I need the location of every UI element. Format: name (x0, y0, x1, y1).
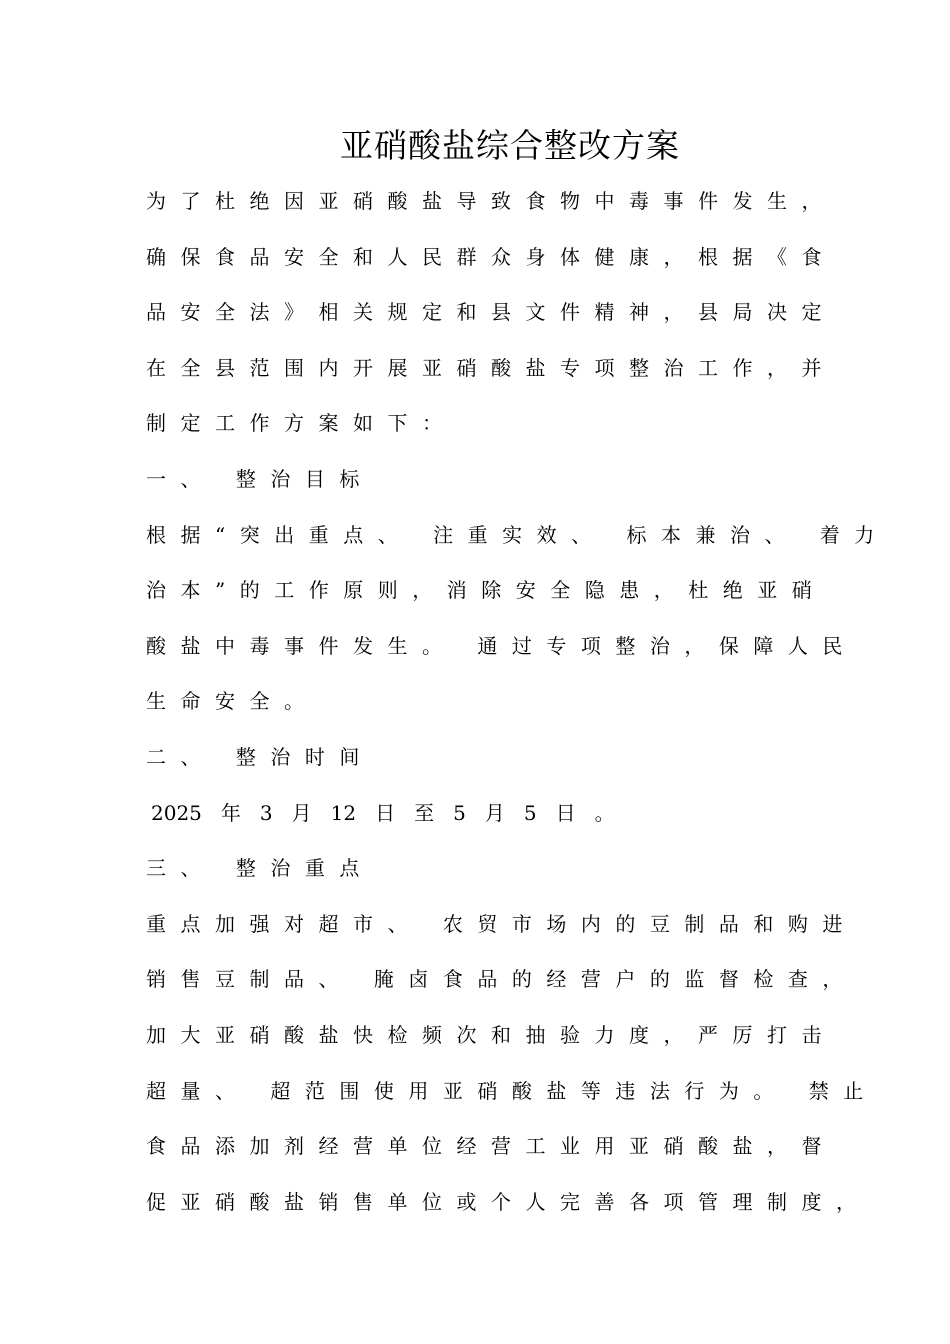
date-range-line (146, 791, 846, 847)
body-line: 制定工作方案如下： (146, 411, 457, 436)
section-heading-goal: 一、 整治目标 (146, 466, 374, 491)
date-token: 日 (375, 800, 396, 825)
body-line: 确保食品安全和人民群众身体健康，根据《食 (146, 244, 836, 269)
section-heading-time: 二、 整治时间 (146, 744, 374, 769)
body-line: 生命安全。 (146, 689, 319, 714)
date-token: 5 (523, 800, 537, 825)
body-line: 治本”的工作原则，消除安全隐患，杜绝亚硝 (146, 578, 827, 603)
date-token: 5 (453, 800, 466, 825)
body-line: 为了杜绝因亚硝酸盐导致食物中毒事件发生， (146, 189, 836, 213)
document-body (146, 179, 889, 1235)
body-line: 重点加强对超市、 农贸市场内的豆制品和购进 (146, 911, 857, 936)
body-line: 品安全法》相关规定和县文件精神，县局决定 (146, 300, 836, 325)
body-line: 酸盐中毒事件发生。 通过专项整治，保障人民 (146, 633, 857, 658)
body-line: 食品添加剂经营单位经营工业用亚硝酸盐，督 (146, 1134, 836, 1159)
date-token: 12 (330, 800, 357, 825)
section-heading-focus: 三、 整治重点 (146, 856, 374, 881)
body-line: 销售豆制品、 腌卤食品的经营户的监督检查， (146, 967, 857, 992)
date-token: 。 (594, 800, 615, 825)
date-token: 日 (555, 800, 576, 825)
body-line: 加大亚硝酸盐快检频次和抽验力度，严厉打击 (146, 1022, 836, 1047)
body-line: 在全县范围内开展亚硝酸盐专项整治工作，并 (146, 355, 836, 380)
document-title: 亚硝酸盐综合整改方案 (340, 126, 680, 165)
date-token: 至 (414, 800, 435, 825)
date-token: 月 (484, 800, 505, 825)
date-token: 2025 (151, 800, 202, 825)
body-line: 超量、 超范围使用亚硝酸盐等违法行为。 禁止 (146, 1078, 878, 1103)
date-token: 3 (259, 800, 273, 825)
body-line: 促亚硝酸盐销售单位或个人完善各项管理制度， (146, 1189, 871, 1214)
body-line: 根据“突出重点、 注重实效、 标本兼治、 着力 (146, 522, 889, 547)
date-token: 年 (220, 800, 241, 825)
date-token: 月 (291, 800, 312, 825)
